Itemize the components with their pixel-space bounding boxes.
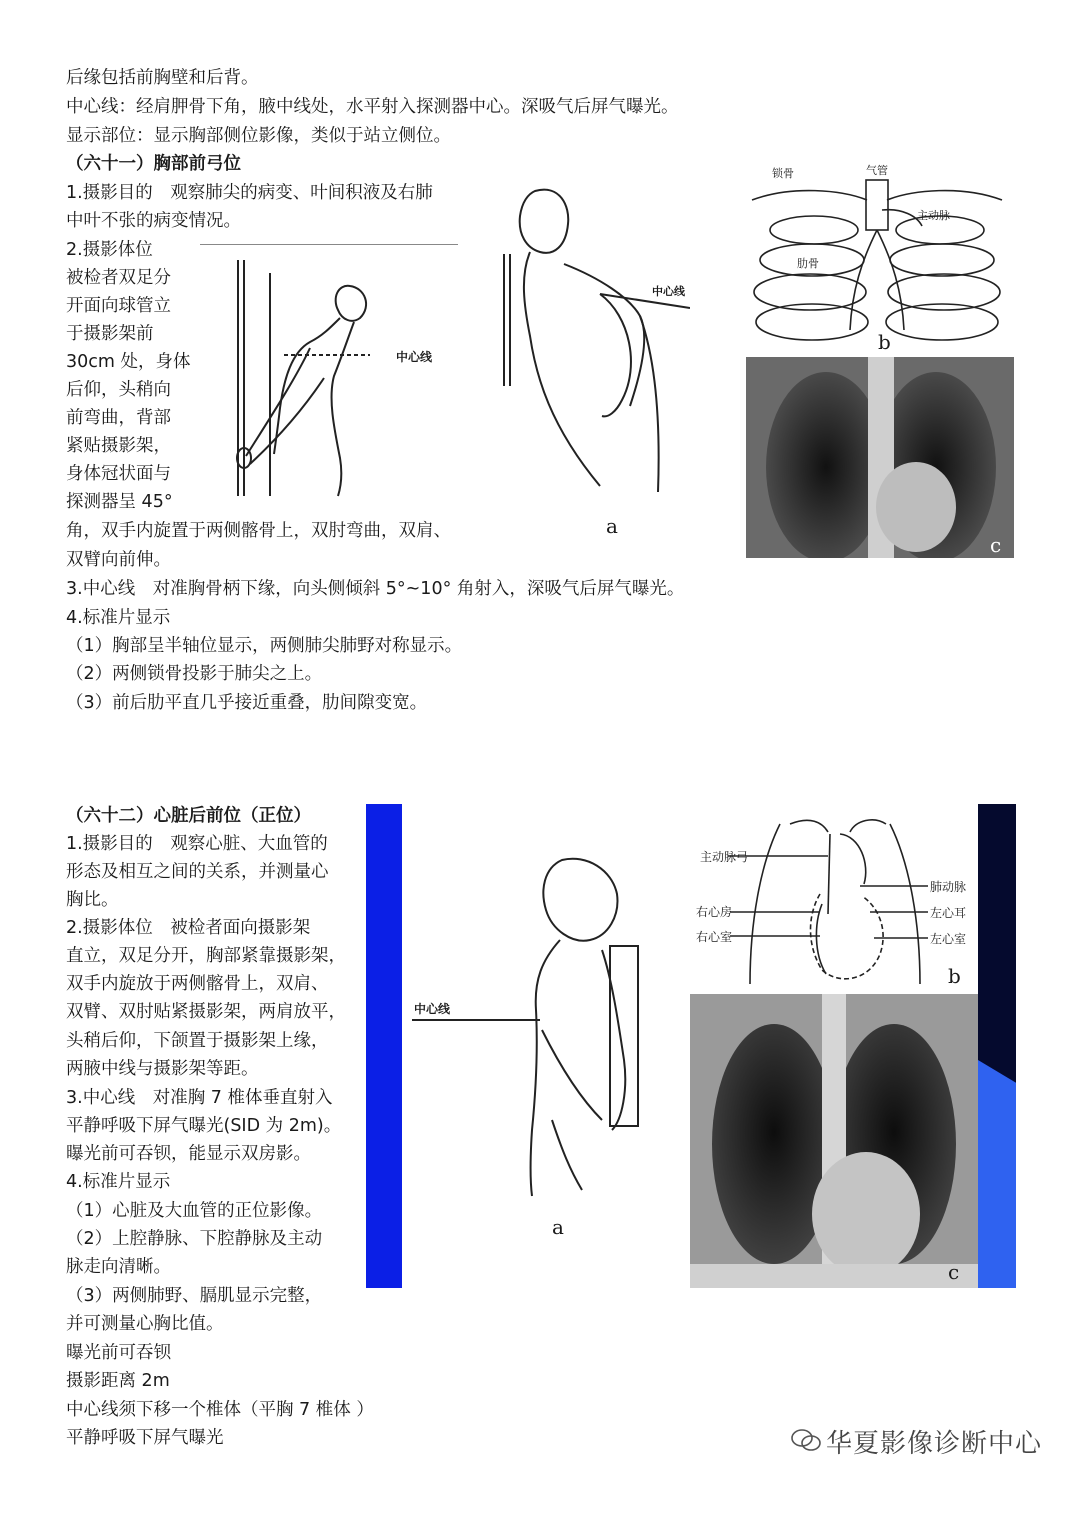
text-line: 2.摄影体位 — [66, 240, 153, 260]
figure-label-a: a — [606, 514, 618, 538]
text-line: 2.摄影体位 被检者面向摄影架 — [66, 918, 311, 938]
diagram-label: 主动脉 — [917, 209, 950, 222]
diagram-label: 气管 — [866, 164, 888, 177]
text-line: 1.摄影目的 观察心脏、大血管的 — [66, 834, 328, 854]
text-line: （1）心脏及大血管的正位影像。 — [66, 1201, 323, 1221]
text-line: （3）前后肋平直几乎接近重叠，肋间隙变宽。 — [66, 693, 428, 713]
diagram-label: 右心房 — [696, 905, 733, 919]
thorax-diagram — [742, 160, 1012, 355]
diagram-label: 右心室 — [696, 930, 733, 944]
text-line: 中心线须下移一个椎体（平胸 7 椎体 ） — [66, 1400, 374, 1420]
lordotic-side-figure-a — [490, 186, 690, 506]
section-title: （六十一）胸部前弓位 — [66, 154, 241, 174]
text-line: （3）两侧肺野、膈肌显示完整， — [66, 1286, 323, 1306]
watermark-text: 华夏影像诊断中心 — [826, 1429, 1043, 1459]
text-line: 平静呼吸下屏气曝光(SID 为 2m)。 — [66, 1116, 342, 1136]
text-line: 两腋中线与摄影架等距。 — [66, 1059, 259, 1079]
figure-label-c: c — [948, 1260, 960, 1284]
text-line: 中叶不张的病变情况。 — [66, 211, 241, 231]
lordotic-pose-figure — [230, 258, 370, 498]
center-line-label: 中心线 — [414, 1002, 451, 1016]
text-line: 双手内旋放于两侧髂骨上，双肩、 — [66, 974, 329, 994]
center-line-label: 中心线 — [396, 350, 433, 364]
text-line: （2）两侧锁骨投影于肺尖之上。 — [66, 664, 323, 684]
text-line: 4.标准片显示 — [66, 608, 171, 628]
text-line: （1）胸部呈半轴位显示，两侧肺尖肺野对称显示。 — [66, 636, 463, 656]
heart-diagram — [690, 804, 978, 992]
text-line: 平静呼吸下屏气曝光 — [66, 1428, 224, 1448]
diagram-label: 主动脉弓 — [700, 850, 749, 864]
diagram-label: 左心室 — [930, 932, 967, 946]
section-title: （六十二）心脏后前位（正位） — [66, 806, 311, 826]
decorative-accent-strip — [978, 1060, 1016, 1288]
text-line: 角，双手内旋置于两侧髂骨上，双肘弯曲，双肩、 — [66, 521, 451, 541]
text-line: （2）上腔静脉、下腔静脉及主动 — [66, 1229, 323, 1249]
divider — [200, 244, 458, 245]
text-line: 开面向球管立 — [66, 296, 171, 316]
text-line: 被检者双足分 — [66, 268, 171, 288]
diagram-label: 肋骨 — [797, 257, 819, 270]
text-line: 身体冠状面与 — [66, 464, 171, 484]
text-line: 头稍后仰，下颌置于摄影架上缘， — [66, 1031, 329, 1051]
text-line: 双臂向前伸。 — [66, 550, 171, 570]
pa-pose-figure-a — [412, 850, 672, 1200]
figure-label-b: b — [948, 964, 961, 988]
text-line: 胸比。 — [66, 890, 119, 910]
diagram-label: 锁骨 — [772, 167, 794, 180]
chest-xray-image — [690, 994, 978, 1288]
text-line: 中心线：经肩胛骨下角，腋中线处，水平射入探测器中心。深吸气后屏气曝光。 — [66, 97, 679, 117]
wechat-icon — [790, 1426, 822, 1454]
text-line: 前弯曲，背部 — [66, 408, 171, 428]
figure-label-a: a — [552, 1215, 564, 1239]
figure-label-c: c — [990, 533, 1002, 557]
text-line: 1.摄影目的 观察肺尖的病变、叶间积液及右肺 — [66, 183, 433, 203]
diagram-label: 左心耳 — [930, 906, 967, 920]
text-line: 直立，双足分开，胸部紧靠摄影架， — [66, 946, 346, 966]
text-line: 脉走向清晰。 — [66, 1257, 171, 1277]
diagram-label: 肺动脉 — [930, 880, 967, 894]
decorative-blue-bar — [366, 804, 402, 1288]
text-line: 双臂、双肘贴紧摄影架，两肩放平， — [66, 1002, 346, 1022]
text-line: 形态及相互之间的关系，并测量心 — [66, 862, 329, 882]
text-line: 后缘包括前胸壁和后背。 — [66, 68, 259, 88]
text-line: 摄影距离 2m — [66, 1371, 170, 1391]
figure-label-b: b — [878, 330, 891, 354]
text-line: 3.中心线 对准胸骨柄下缘，向头侧倾斜 5°~10° 角射入，深吸气后屏气曝光。 — [66, 579, 685, 599]
text-line: 后仰，头稍向 — [66, 380, 171, 400]
text-line: 于摄影架前 — [66, 324, 154, 344]
text-line: 紧贴摄影架， — [66, 436, 171, 456]
text-line: 探测器呈 45° — [66, 492, 173, 512]
center-line-label: 中心线 — [652, 285, 685, 298]
text-line: 3.中心线 对准胸 7 椎体垂直射入 — [66, 1088, 333, 1108]
chest-xray-image — [746, 357, 1014, 558]
text-line: 曝光前可吞钡，能显示双房影。 — [66, 1144, 311, 1164]
text-line: 显示部位：显示胸部侧位影像，类似于站立侧位。 — [66, 126, 451, 146]
text-line: 曝光前可吞钡 — [66, 1343, 171, 1363]
text-line: 30cm 处，身体 — [66, 352, 191, 372]
text-line: 4.标准片显示 — [66, 1172, 171, 1192]
text-line: 并可测量心胸比值。 — [66, 1314, 224, 1334]
